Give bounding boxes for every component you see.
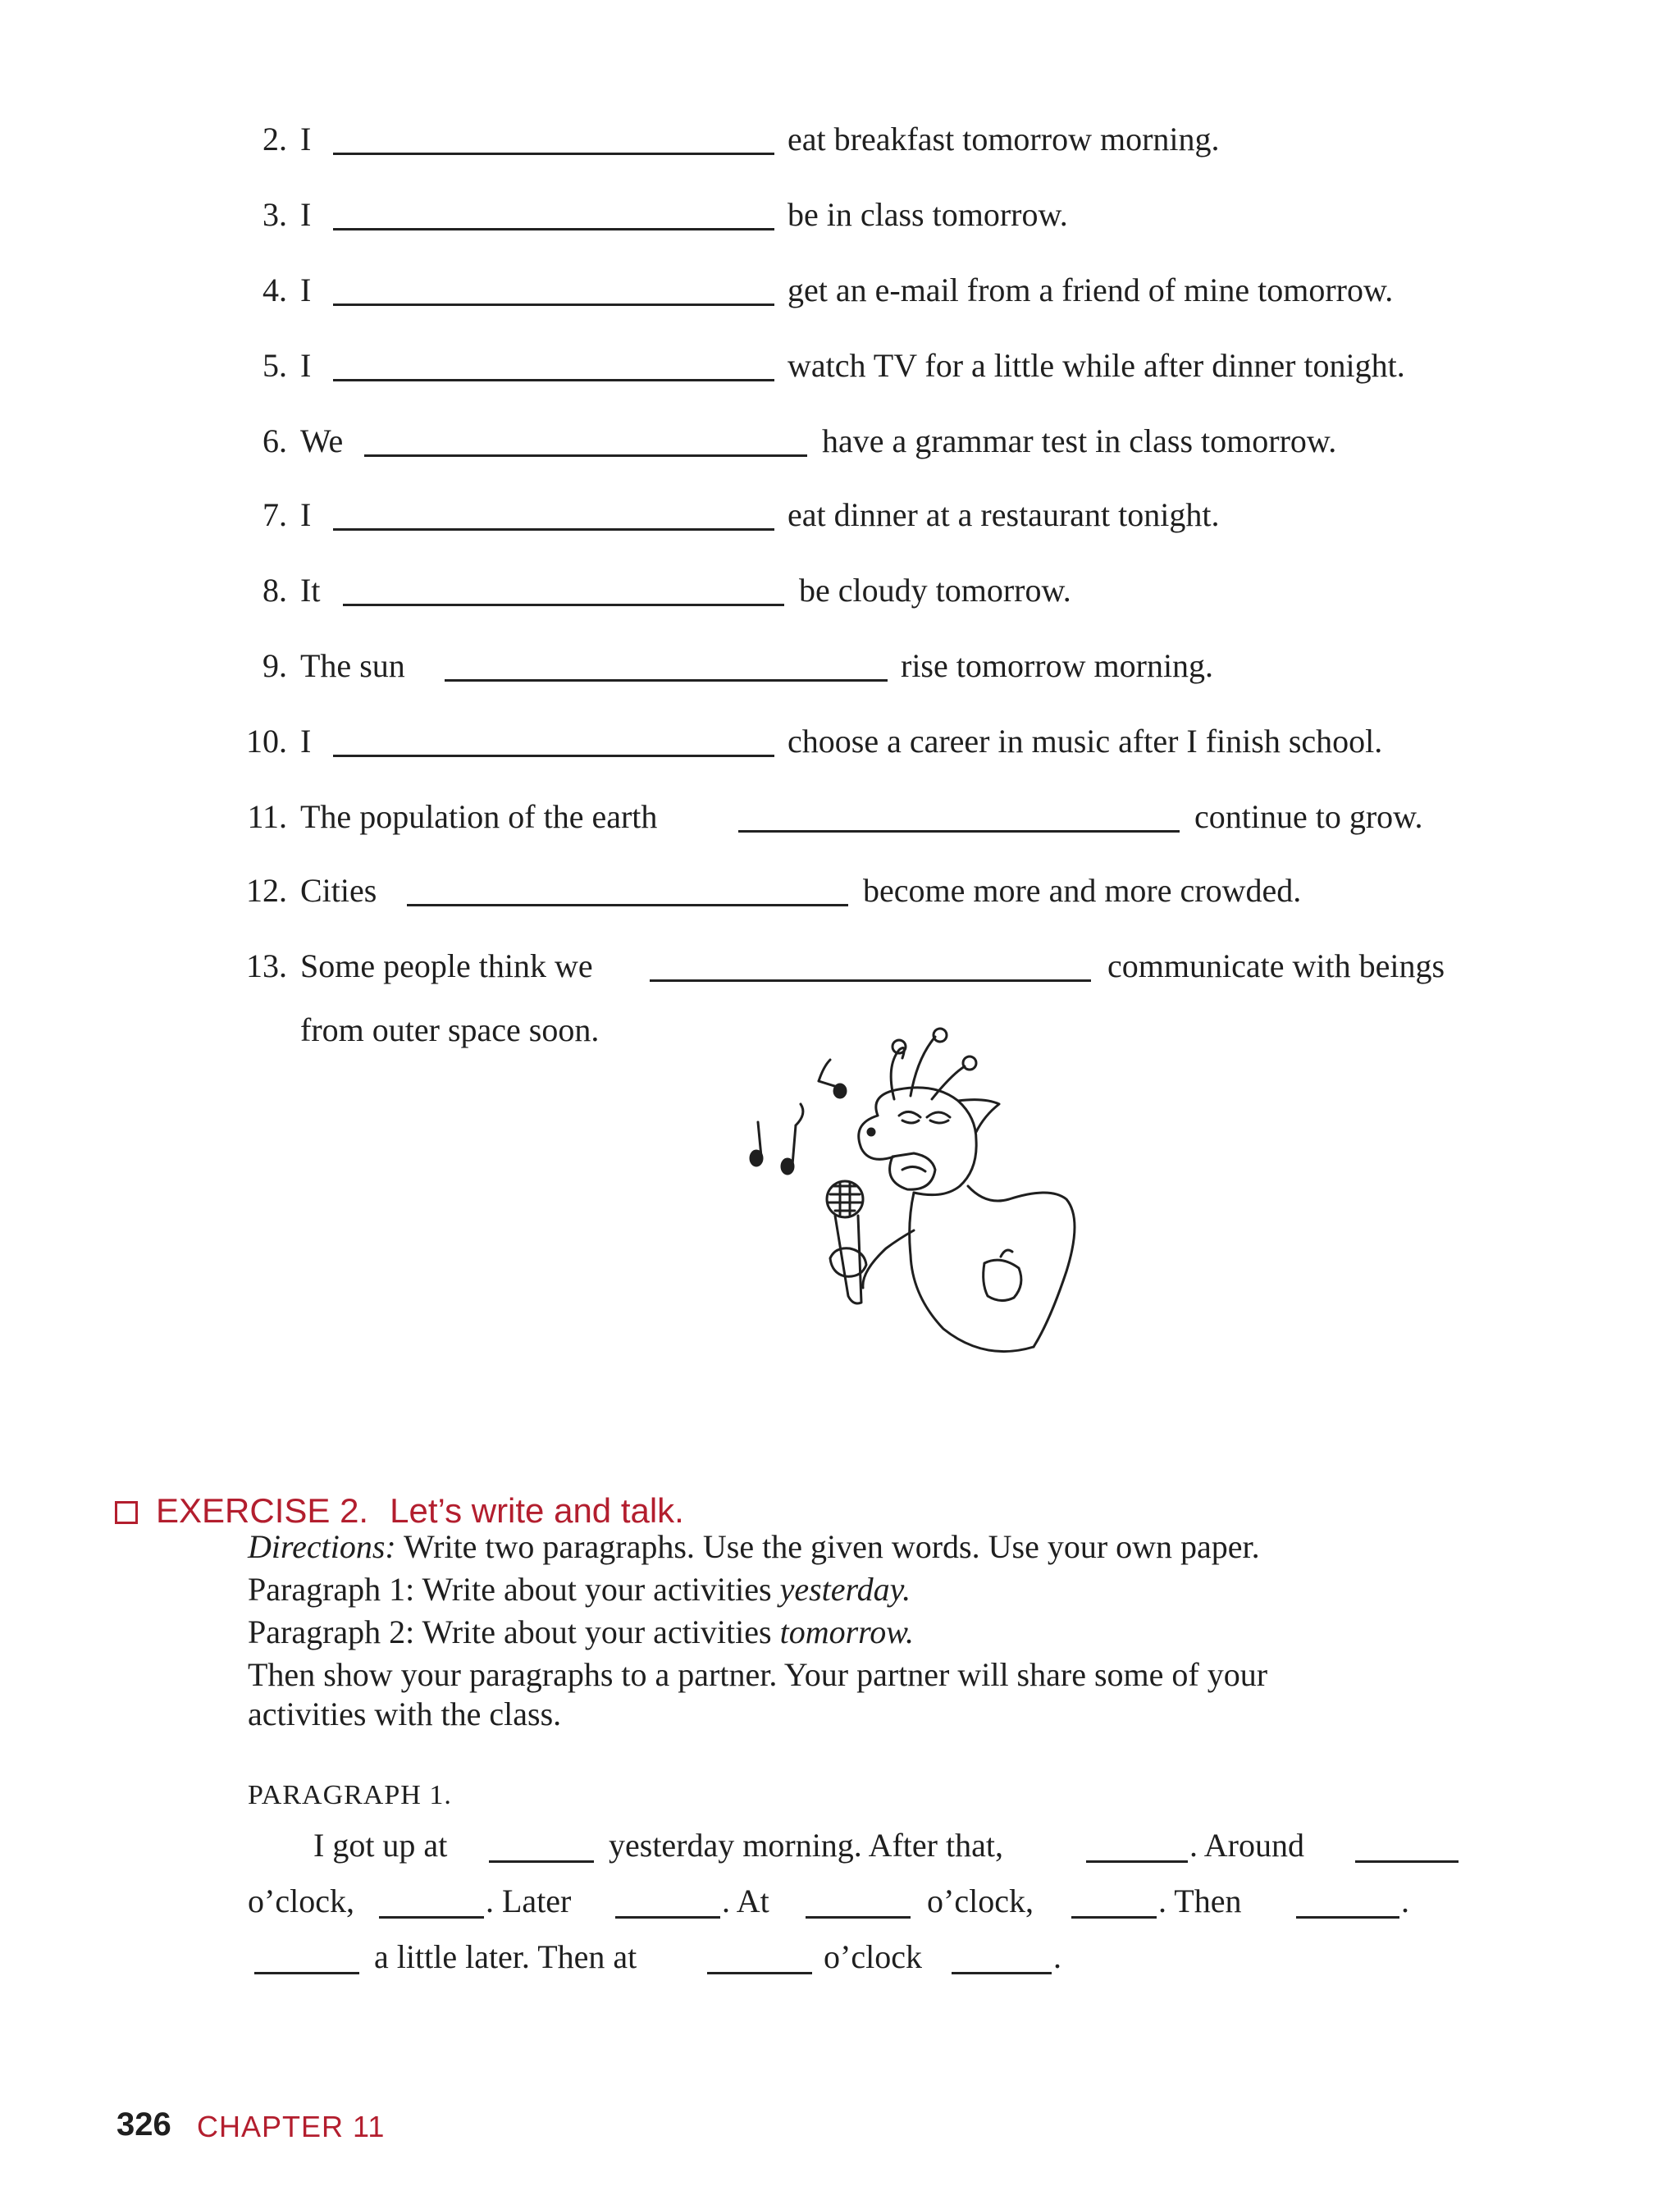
para-blank[interactable] bbox=[1355, 1860, 1459, 1863]
chapter-label: CHAPTER 11 bbox=[197, 2110, 386, 2143]
item-rest: rise tomorrow morning. bbox=[901, 647, 1214, 684]
item-number: 12. bbox=[246, 872, 287, 909]
para-blank[interactable] bbox=[806, 1916, 911, 1919]
page-number: 326 bbox=[116, 2106, 171, 2143]
item-rest: choose a career in music after I finish school. bbox=[788, 723, 1383, 760]
answer-blank[interactable] bbox=[738, 830, 1180, 833]
item-subject: I bbox=[300, 496, 312, 533]
exercise-title: Let’s write and talk. bbox=[390, 1491, 684, 1530]
directions-label: Directions: bbox=[248, 1528, 396, 1565]
para-blank[interactable] bbox=[615, 1916, 720, 1919]
para-l2-d: o’clock, bbox=[927, 1883, 1034, 1919]
exercise-label: EXERCISE 2. bbox=[156, 1491, 369, 1530]
item-rest: be in class tomorrow. bbox=[788, 196, 1068, 233]
item-number: 4. bbox=[262, 272, 287, 308]
paragraph-1-instruction bbox=[248, 1570, 911, 1609]
para-blank[interactable] bbox=[1296, 1916, 1399, 1919]
item-number: 3. bbox=[262, 196, 287, 233]
answer-blank[interactable] bbox=[333, 528, 774, 531]
item-rest: eat breakfast tomorrow morning. bbox=[788, 121, 1220, 157]
item-number: 6. bbox=[262, 422, 287, 459]
item-number: 7. bbox=[262, 496, 287, 533]
para-blank[interactable] bbox=[489, 1860, 594, 1863]
item-number: 11. bbox=[247, 798, 287, 835]
para-l2-a: o’clock, bbox=[248, 1883, 354, 1919]
p1-text: Write about your activities bbox=[414, 1571, 780, 1608]
item-number: 13. bbox=[246, 947, 287, 984]
para-blank[interactable] bbox=[254, 1972, 359, 1974]
p1-word: yesterday. bbox=[779, 1571, 911, 1608]
item-subject: I bbox=[300, 347, 312, 384]
item-subject: I bbox=[300, 723, 312, 760]
item-rest: continue to grow. bbox=[1194, 798, 1423, 835]
para-blank[interactable] bbox=[379, 1916, 484, 1919]
checkbox-icon[interactable] bbox=[115, 1501, 138, 1524]
item-subject: I bbox=[300, 196, 312, 233]
para-l3-b: o’clock bbox=[824, 1938, 922, 1975]
item-subject: It bbox=[300, 572, 321, 609]
answer-blank[interactable] bbox=[333, 379, 774, 381]
item-rest: eat dinner at a restaurant tonight. bbox=[788, 496, 1220, 533]
item-number: 9. bbox=[262, 647, 287, 684]
para-blank[interactable] bbox=[952, 1972, 1052, 1974]
item-subject: The sun bbox=[300, 647, 405, 684]
exercise-header bbox=[115, 1491, 684, 1531]
para-blank[interactable] bbox=[1086, 1860, 1188, 1863]
item-subject: I bbox=[300, 272, 312, 308]
para-blank[interactable] bbox=[1071, 1916, 1157, 1919]
directions-text: Write two paragraphs. Use the given words. Use your own paper. bbox=[395, 1528, 1260, 1565]
para-l2-c: . At bbox=[722, 1883, 769, 1919]
music-notes-icon bbox=[751, 1060, 846, 1174]
item-rest: have a grammar test in class tomorrow. bbox=[822, 422, 1337, 459]
item-number: 8. bbox=[262, 572, 287, 609]
para-l1-a: I got up at bbox=[313, 1827, 448, 1864]
directions-line bbox=[248, 1527, 1260, 1567]
para-l3-c: . bbox=[1053, 1938, 1061, 1975]
answer-blank[interactable] bbox=[364, 454, 807, 457]
answer-blank[interactable] bbox=[333, 153, 774, 155]
para-l2-b: . Later bbox=[486, 1883, 572, 1919]
answer-blank[interactable] bbox=[333, 303, 774, 306]
item-13-continuation: from outer space soon. bbox=[300, 1011, 600, 1048]
p2-word: tomorrow. bbox=[779, 1613, 914, 1650]
then-line-2: activities with the class. bbox=[248, 1695, 562, 1732]
item-subject: Some people think we bbox=[300, 947, 593, 984]
answer-blank[interactable] bbox=[650, 979, 1091, 982]
item-number: 10. bbox=[246, 723, 287, 760]
paragraph-1-label: PARAGRAPH 1. bbox=[248, 1780, 452, 1810]
item-rest: communicate with beings bbox=[1107, 947, 1445, 984]
singing-alien-illustration bbox=[738, 1025, 1116, 1370]
para-blank[interactable] bbox=[707, 1972, 812, 1974]
answer-blank[interactable] bbox=[333, 755, 774, 757]
item-rest: become more and more crowded. bbox=[863, 872, 1302, 909]
p2-label: Paragraph 2: bbox=[248, 1613, 415, 1650]
item-rest: be cloudy tomorrow. bbox=[799, 572, 1071, 609]
para-l2-f: . bbox=[1401, 1883, 1409, 1919]
item-subject: I bbox=[300, 121, 312, 157]
para-l2-e: . Then bbox=[1158, 1883, 1242, 1919]
item-subject: The population of the earth bbox=[300, 798, 658, 835]
p1-label: Paragraph 1: bbox=[248, 1571, 415, 1608]
item-number: 5. bbox=[262, 347, 287, 384]
item-rest: watch TV for a little while after dinner tonight. bbox=[788, 347, 1405, 384]
p2-text: Write about your activities bbox=[414, 1613, 780, 1650]
para-l1-c: . Around bbox=[1189, 1827, 1304, 1864]
answer-blank[interactable] bbox=[445, 679, 888, 682]
para-l1-b: yesterday morning. After that, bbox=[609, 1827, 1003, 1864]
item-subject: We bbox=[300, 422, 344, 459]
item-subject: Cities bbox=[300, 872, 377, 909]
answer-blank[interactable] bbox=[343, 604, 784, 606]
item-rest: get an e-mail from a friend of mine tomorrow. bbox=[788, 272, 1394, 308]
item-number: 2. bbox=[262, 121, 287, 157]
then-line-1: Then show your paragraphs to a partner. Your partner will share some of your bbox=[248, 1656, 1268, 1693]
para-l3-a: a little later. Then at bbox=[374, 1938, 637, 1975]
paragraph-2-instruction bbox=[248, 1613, 914, 1652]
answer-blank[interactable] bbox=[407, 904, 848, 906]
answer-blank[interactable] bbox=[333, 228, 774, 230]
